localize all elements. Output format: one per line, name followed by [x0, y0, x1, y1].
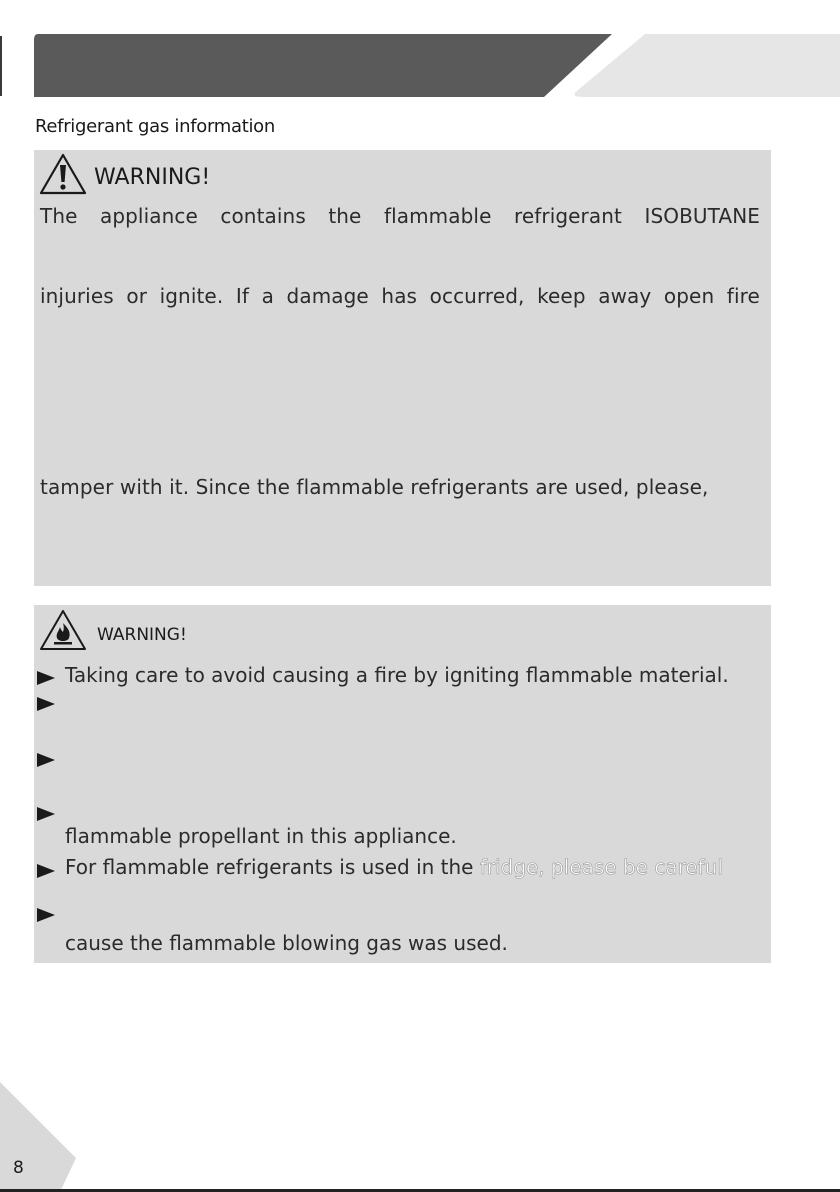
bullet-arrow-icon — [37, 753, 55, 767]
warning-box-fire — [34, 605, 771, 963]
warning-label: WARNING! — [94, 165, 211, 190]
word: fire — [726, 284, 760, 308]
warning-text-line-3: tamper with it. Since the flammable refrigerants are used, please, — [40, 475, 709, 499]
bullet-text-6-continuation: cause the flammable blowing gas was used. — [65, 931, 508, 955]
word: or — [126, 284, 148, 308]
word: a — [261, 284, 274, 308]
exclamation-triangle-icon — [38, 152, 88, 196]
bullet-arrow-icon — [37, 864, 55, 878]
word: flammable — [383, 204, 492, 228]
warning-text-line-1 — [40, 204, 760, 228]
word: has — [381, 284, 418, 308]
word: The — [40, 204, 78, 228]
word: ignite. — [159, 284, 224, 308]
word: ISOBUTANE — [644, 204, 760, 228]
page-number: 8 — [13, 1158, 24, 1178]
bullet-arrow-icon — [37, 908, 55, 922]
word: away — [598, 284, 652, 308]
word: keep — [537, 284, 586, 308]
bullet-text-5 — [65, 855, 723, 879]
word: refrigerant — [513, 204, 622, 228]
bullet-arrow-icon — [37, 807, 55, 821]
word: appliance — [99, 204, 198, 228]
header-banner — [0, 0, 840, 100]
bullet-text-5-faded: fridge, please be careful — [479, 855, 723, 879]
header-dark-band — [34, 34, 612, 97]
page-corner-tab — [0, 1082, 80, 1192]
word: injuries — [40, 284, 114, 308]
warning-text-line-2 — [40, 284, 760, 308]
bullet-text-5-main: For flammable refrigerants is used in the — [65, 855, 480, 879]
bullet-text-1: Taking care to avoid causing a fire by igniting flammable material. — [65, 663, 729, 687]
word: contains — [220, 204, 306, 228]
bullet-arrow-icon — [37, 697, 55, 711]
word: the — [328, 204, 362, 228]
warning-label: WARNING! — [97, 625, 187, 645]
word: occurred, — [429, 284, 525, 308]
bullet-arrow-icon — [37, 671, 55, 685]
word: If — [235, 284, 250, 308]
section-title: Refrigerant gas information — [35, 116, 275, 137]
header-light-band — [574, 34, 840, 97]
bullet-text-4-continuation: flammable propellant in this appliance. — [65, 824, 457, 848]
warning-box-refrigerant — [34, 150, 771, 586]
word: open — [663, 284, 715, 308]
flammable-warning-icon — [38, 608, 88, 652]
word: damage — [286, 284, 369, 308]
